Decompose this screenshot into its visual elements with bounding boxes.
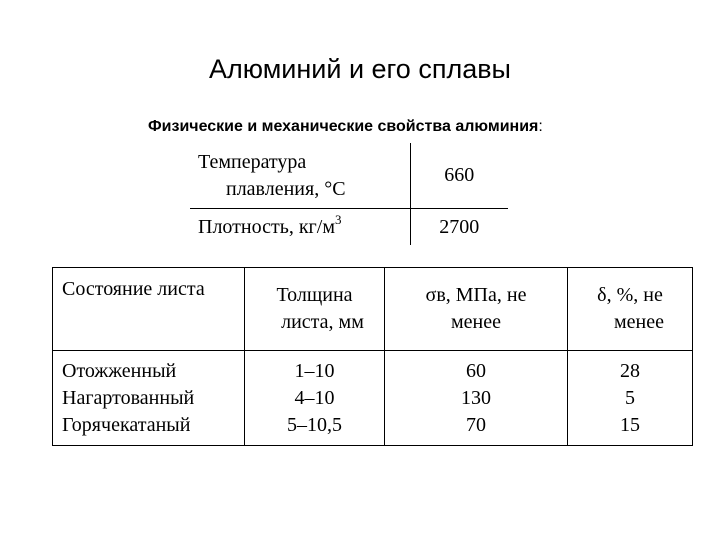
header-strength-line2: менее xyxy=(451,311,501,333)
elongation-hot-rolled: 15 xyxy=(620,413,640,436)
elongation-annealed: 28 xyxy=(620,359,640,382)
property-name-melting xyxy=(190,143,410,209)
header-thickness-line1: Толщина xyxy=(276,284,353,306)
state-hot-rolled: Горячекатаный xyxy=(62,413,191,436)
slide-subtitle xyxy=(148,117,543,137)
header-strength xyxy=(385,268,568,351)
header-thickness-line2: листа, мм xyxy=(281,311,364,333)
thickness-annealed: 1–10 xyxy=(294,359,335,382)
melting-label-line2: плавления, °С xyxy=(226,177,346,200)
thickness-work-hardened: 4–10 xyxy=(294,386,335,409)
strength-hot-rolled: 70 xyxy=(466,413,486,436)
property-value-density: 2700 xyxy=(410,209,508,246)
thickness-cell xyxy=(245,351,385,446)
strength-work-hardened: 130 xyxy=(461,386,491,409)
header-thickness xyxy=(245,268,385,351)
state-work-hardened: Нагартованный xyxy=(62,386,195,409)
header-state-text: Состояние листа xyxy=(62,278,205,300)
elongation-cell xyxy=(568,351,693,446)
header-strength-line1: σв, МПа, не xyxy=(425,284,527,306)
sheet-properties-table xyxy=(52,267,693,446)
header-elongation-line2: менее xyxy=(614,311,664,333)
property-value-melting: 660 xyxy=(410,143,508,209)
header-elongation-line1: δ, %, не xyxy=(597,284,663,306)
state-cell xyxy=(53,351,245,446)
elongation-work-hardened: 5 xyxy=(625,386,635,409)
strength-annealed: 60 xyxy=(466,359,486,382)
property-row-density xyxy=(190,209,508,246)
density-unit-superscript: 3 xyxy=(334,211,342,227)
subtitle-colon: : xyxy=(538,118,543,135)
property-name-density xyxy=(190,209,410,246)
thickness-hot-rolled: 5–10,5 xyxy=(287,413,342,436)
melting-label-line1: Температура xyxy=(198,150,307,173)
density-label: Плотность, кг/м xyxy=(198,215,335,238)
table-row xyxy=(53,351,693,446)
state-annealed: Отожженный xyxy=(62,359,177,382)
slide-title: Алюминий и его сплавы xyxy=(209,54,511,84)
subtitle-text: Физические и механические свойства алюминия xyxy=(148,118,539,135)
properties-table xyxy=(190,143,508,245)
property-row-melting xyxy=(190,143,508,209)
table-header-row xyxy=(53,268,693,351)
header-elongation xyxy=(568,268,693,351)
header-state xyxy=(53,268,245,351)
strength-cell xyxy=(385,351,568,446)
